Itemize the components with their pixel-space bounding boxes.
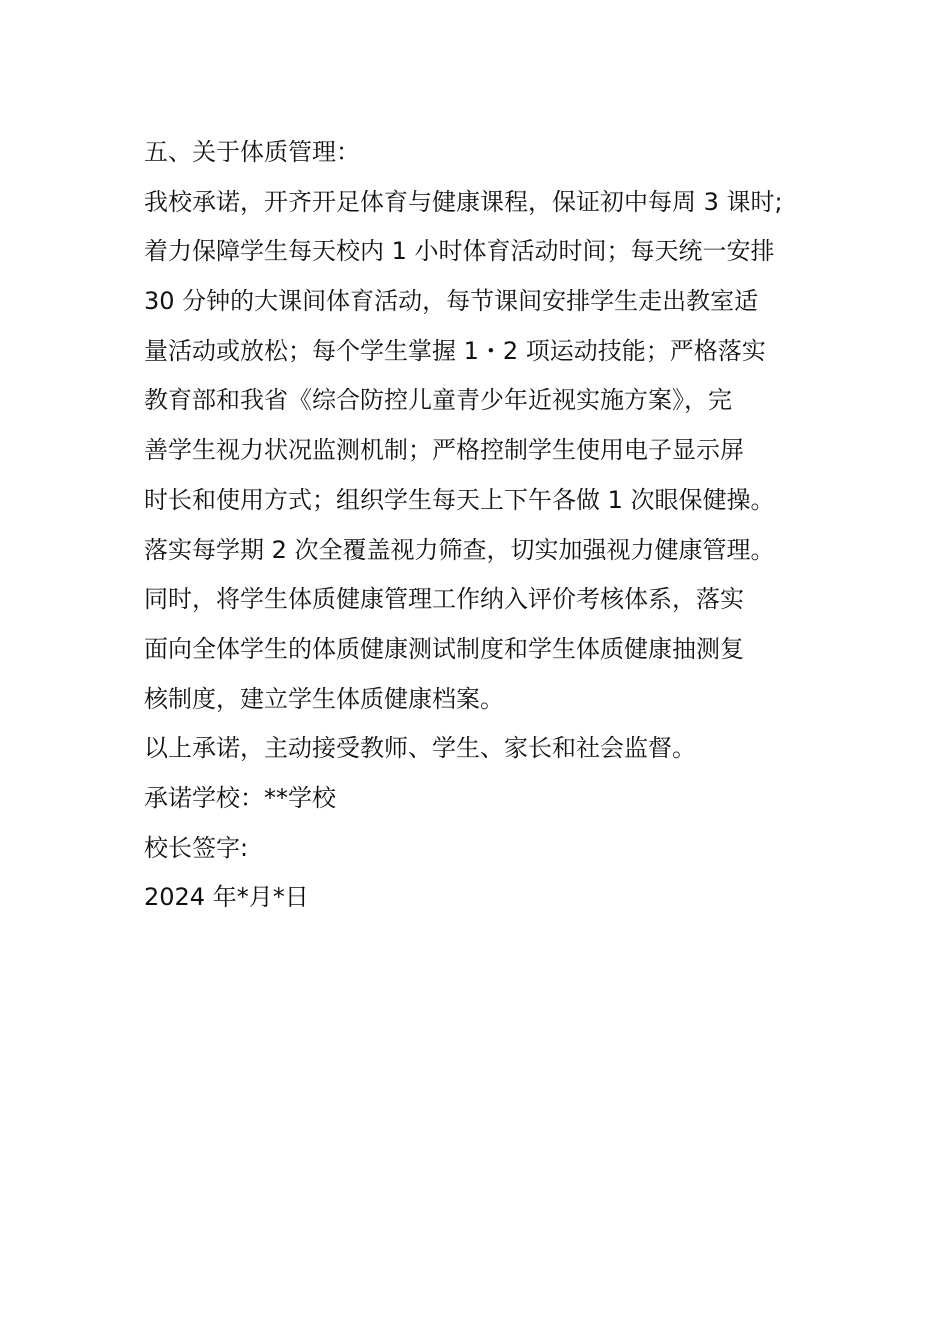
date-line: 2024 年*月*日 xyxy=(144,883,309,912)
paragraph-line: 30 分钟的大课间体育活动，每节课间安排学生走出教室适 xyxy=(144,287,759,316)
document-body xyxy=(144,128,824,923)
paragraph-line: 善学生视力状况监测机制；严格控制学生使用电子显示屏 xyxy=(144,436,744,465)
section-heading: 五、关于体质管理： xyxy=(144,138,360,166)
signature-line: 校长签字: xyxy=(144,833,249,862)
paragraph-line: 教育部和我省《综合防控儿童青少年近视实施方案》，完 xyxy=(144,386,732,415)
paragraph-line: 着力保障学生每天校内 1 小时体育活动时间；每天统一安排 xyxy=(144,237,775,266)
paragraph-line: 同时，将学生体质健康管理工作纳入评价考核体系，落实 xyxy=(144,585,744,614)
paragraph-line: 量活动或放松；每个学生掌握 1・2 项运动技能；严格落实 xyxy=(144,336,766,365)
paragraph-line: 我校承诺，开齐开足体育与健康课程，保证初中每周 3 课时; xyxy=(144,187,783,216)
paragraph-line: 核制度，建立学生体质健康档案。 xyxy=(144,684,504,713)
paragraph-line: 时长和使用方式；组织学生每天上下午各做 1 次眼保健操。 xyxy=(144,485,775,514)
closing-statement: 以上承诺，主动接受教师、学生、家长和社会监督。 xyxy=(144,734,696,763)
school-line: 承诺学校：**学校 xyxy=(144,783,336,812)
paragraph-line: 面向全体学生的体质健康测试制度和学生体质健康抽测复 xyxy=(144,634,744,663)
paragraph-line: 落实每学期 2 次全覆盖视力筛查，切实加强视力健康管理。 xyxy=(144,535,775,564)
